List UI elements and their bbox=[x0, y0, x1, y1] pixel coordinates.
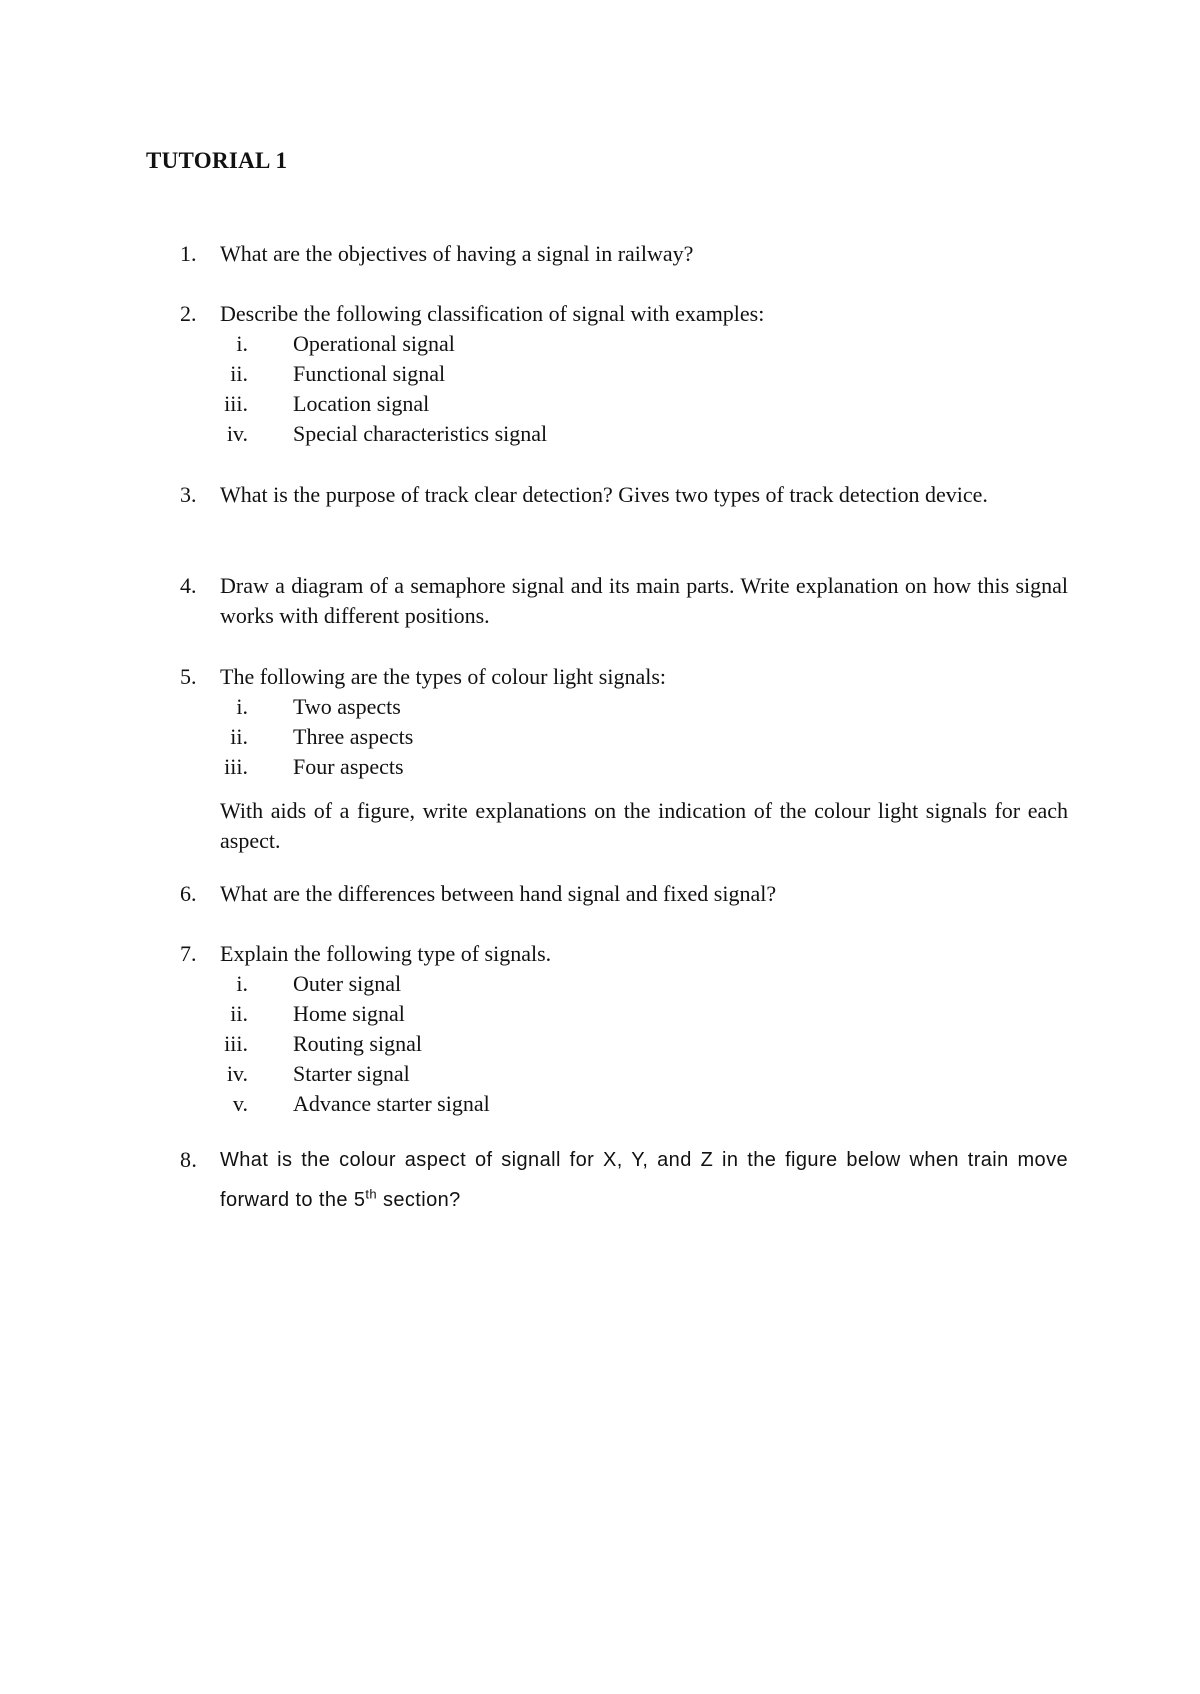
list-item-numeral: iv. bbox=[226, 1061, 248, 1086]
question-number: 6. bbox=[180, 881, 197, 906]
list-item-text: Starter signal bbox=[293, 1061, 410, 1086]
list-item bbox=[180, 329, 1068, 359]
question-text-end: section? bbox=[377, 1189, 461, 1211]
list-item-text: Outer signal bbox=[293, 971, 402, 996]
list-item bbox=[180, 389, 1068, 419]
question-text: Explain the following type of signals. bbox=[220, 941, 552, 966]
list-item-text: Routing signal bbox=[293, 1031, 422, 1056]
question-7 bbox=[180, 939, 1068, 1119]
list-item-text: Special characteristics signal bbox=[293, 421, 548, 446]
question-followup-text: With aids of a figure, write explanations on the indication of the colour light signals for each aspect. bbox=[220, 798, 1068, 853]
list-item-numeral: ii. bbox=[230, 1001, 248, 1026]
list-item bbox=[180, 359, 1068, 389]
question-number: 1. bbox=[180, 241, 197, 266]
question-number: 5. bbox=[180, 664, 197, 689]
question-text: Describe the following classification of signal with examples: bbox=[220, 301, 765, 326]
question-text: Draw a diagram of a semaphore signal and its main parts. Write explanation on how this signal works with different positions. bbox=[220, 573, 1068, 628]
question-text-main: What is the colour aspect of signall for X, Y, and Z in the figure below when train move forward to the 5 bbox=[220, 1149, 1068, 1211]
question-text: The following are the types of colour light signals: bbox=[220, 664, 667, 689]
question-8 bbox=[180, 1145, 1068, 1220]
question-number: 2. bbox=[180, 301, 197, 326]
list-item-numeral: iv. bbox=[226, 421, 248, 446]
list-item-numeral: iii. bbox=[224, 391, 248, 416]
list-item bbox=[180, 1059, 1068, 1089]
list-item bbox=[180, 692, 1068, 722]
list-item bbox=[180, 752, 1068, 782]
list-item-text: Four aspects bbox=[293, 754, 404, 779]
question-2 bbox=[180, 299, 1068, 449]
list-item-text: Advance starter signal bbox=[293, 1091, 490, 1116]
question-number: 7. bbox=[180, 941, 197, 966]
question-number: 8. bbox=[180, 1147, 198, 1172]
list-item-text: Home signal bbox=[293, 1001, 405, 1026]
question-text bbox=[220, 1140, 1068, 1220]
document-title: TUTORIAL 1 bbox=[146, 148, 288, 173]
list-item-text: Functional signal bbox=[293, 361, 446, 386]
question-1 bbox=[180, 239, 1068, 269]
question-3 bbox=[180, 480, 1068, 510]
list-item bbox=[180, 999, 1068, 1029]
list-item bbox=[180, 419, 1068, 449]
list-item bbox=[180, 1029, 1068, 1059]
list-item-numeral: iii. bbox=[224, 754, 248, 779]
list-item-text: Three aspects bbox=[293, 724, 414, 749]
list-item-numeral: i. bbox=[236, 694, 248, 719]
list-item-numeral: ii. bbox=[230, 361, 248, 386]
list-item-numeral: ii. bbox=[230, 724, 248, 749]
question-number: 3. bbox=[180, 482, 197, 507]
list-item-text: Location signal bbox=[293, 391, 430, 416]
list-item bbox=[180, 722, 1068, 752]
question-text: What is the purpose of track clear detection? Gives two types of track detection device. bbox=[220, 482, 988, 507]
list-item-numeral: i. bbox=[236, 331, 248, 356]
question-text: What are the objectives of having a signal in railway? bbox=[220, 241, 694, 266]
list-item-numeral: v. bbox=[232, 1091, 248, 1116]
list-item bbox=[180, 969, 1068, 999]
question-5 bbox=[180, 662, 1068, 856]
question-6 bbox=[180, 879, 1068, 909]
question-text: What are the differences between hand signal and fixed signal? bbox=[220, 881, 777, 906]
ordinal-superscript: th bbox=[365, 1186, 378, 1202]
list-item-numeral: iii. bbox=[224, 1031, 248, 1056]
list-item-numeral: i. bbox=[236, 971, 248, 996]
list-item bbox=[180, 1089, 1068, 1119]
question-number: 4. bbox=[180, 573, 197, 598]
question-4 bbox=[180, 571, 1068, 631]
list-item-text: Two aspects bbox=[293, 694, 401, 719]
list-item-text: Operational signal bbox=[293, 331, 455, 356]
